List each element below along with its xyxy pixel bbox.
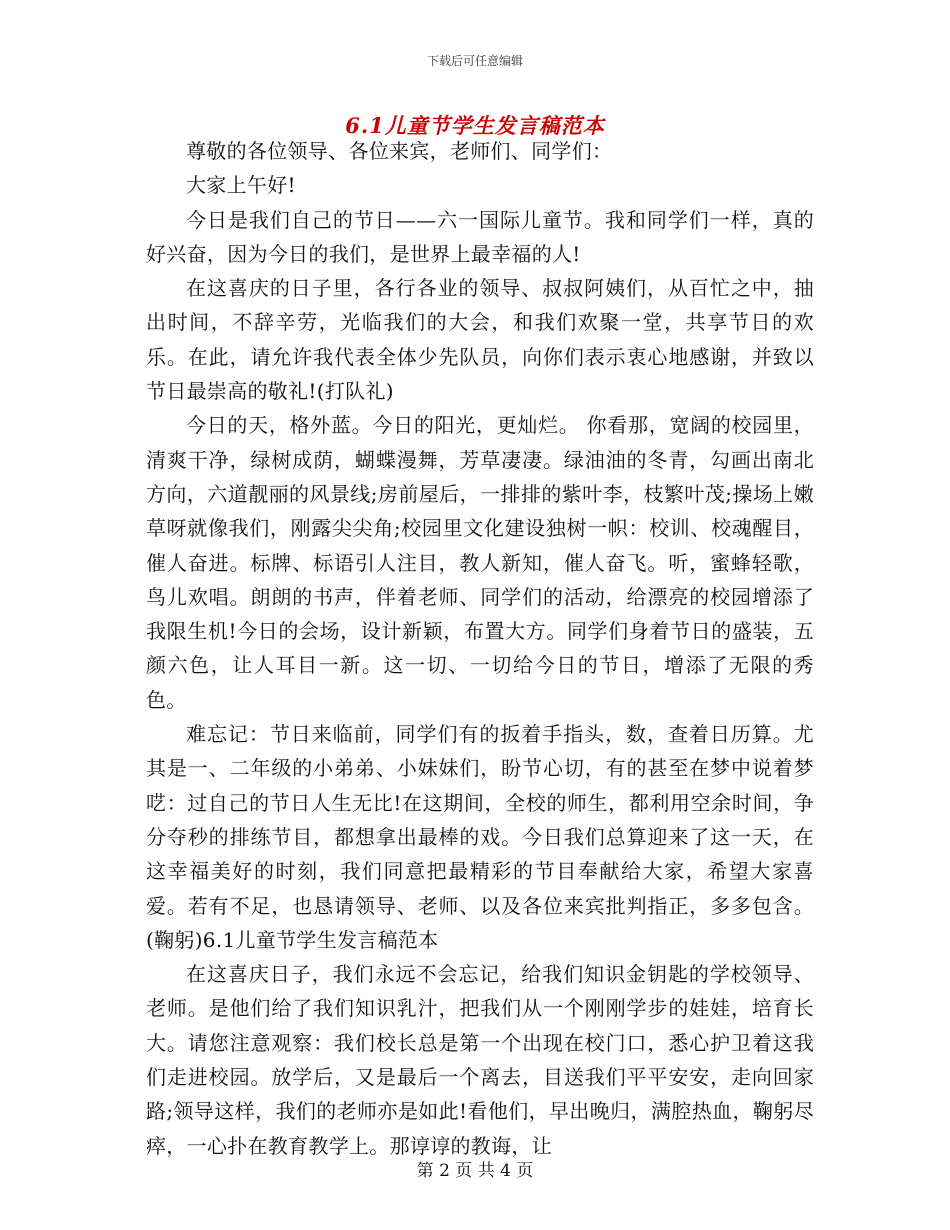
paragraph: 今日是我们自己的节日——六一国际儿童节。我和同学们一样，真的好兴奋，因为今日的我们，是世界上最幸福的人! [146,207,814,266]
paragraph: 今日的天，格外蓝。今日的阳光，更灿烂。 你看那，宽阔的校园里，清爽干净，绿树成荫，蝴蝶漫舞，芳草凄凄。绿油油的冬青，勾画出南北方向，六道靓丽的风景线;房前屋后，一排排的紫叶李，枝繁叶茂;操场上嫩草呀就像我们，刚露尖尖角;校园里文化建设独树一帜：校训、校魂醒目，催人奋进。标牌、标语引人注目，教人新知，催人奋飞。听，蜜蜂轻歌，鸟儿欢唱。朗朗的书声，伴着老师、同学们的活动，给漂亮的校园增添了我限生机!今日的会场，设计新颖，布置大方。同学们身着节日的盛装，五颜六色，让人耳目一新。这一切、一切给今日的节日，增添了无限的秀色。 [146,413,814,712]
header-note: 下载后可任意编辑 [426,54,523,68]
document-body [146,134,814,1163]
paragraph: 难忘记：节日来临前，同学们有的扳着手指头，数，查着日历算。尤其是一、二年级的小弟弟、小妹妹们，盼节心切，有的甚至在梦中说着梦呓：过自己的节日人生无比!在这期间，全校的师生，都利用空余时间，争分夺秒的排练节目，都想拿出最棒的戏。今日我们总算迎来了这一天，在这幸福美好的时刻，我们同意把最精彩的节目奉献给大家，希望大家喜爱。若有不足，也恳请领导、老师、以及各位来宾批判指正，多多包含。(鞠躬)6.1儿童节学生发言稿范本 [146,722,814,952]
paragraph: 在这喜庆日子，我们永远不会忘记，给我们知识金钥匙的学校领导、老师。是他们给了我们知识乳汁，把我们从一个刚刚学步的娃娃，培育长大。请您注意观察：我们校长总是第一个出现在校门口，悉心护卫着这我们走进校园。放学后，又是最后一个离去，目送我们平平安安，走向回家路;领导这样，我们的老师亦是如此!看他们，早出晚归，满腔热血，鞠躬尽瘁，一心扑在教育教学上。那谆谆的教诲，让 [146,962,814,1158]
document-title: 6.1儿童节学生发言稿范本 [345,113,605,138]
paragraph: 在这喜庆的日子里，各行各业的领导、叔叔阿姨们，从百忙之中，抽出时间，不辞辛劳，光临我们的大会，和我们欢聚一堂，共享节日的欢乐。在此，请允许我代表全体少先队员，向你们表示衷心地感谢，并致以节日最崇高的敬礼!(打队礼) [146,276,814,404]
paragraph-greeting: 大家上午好! [186,173,296,198]
paragraph-salutation: 尊敬的各位领导、各位来宾，老师们、同学们： [186,139,613,163]
page-number: 第 2 页 共 4 页 [416,1161,534,1181]
